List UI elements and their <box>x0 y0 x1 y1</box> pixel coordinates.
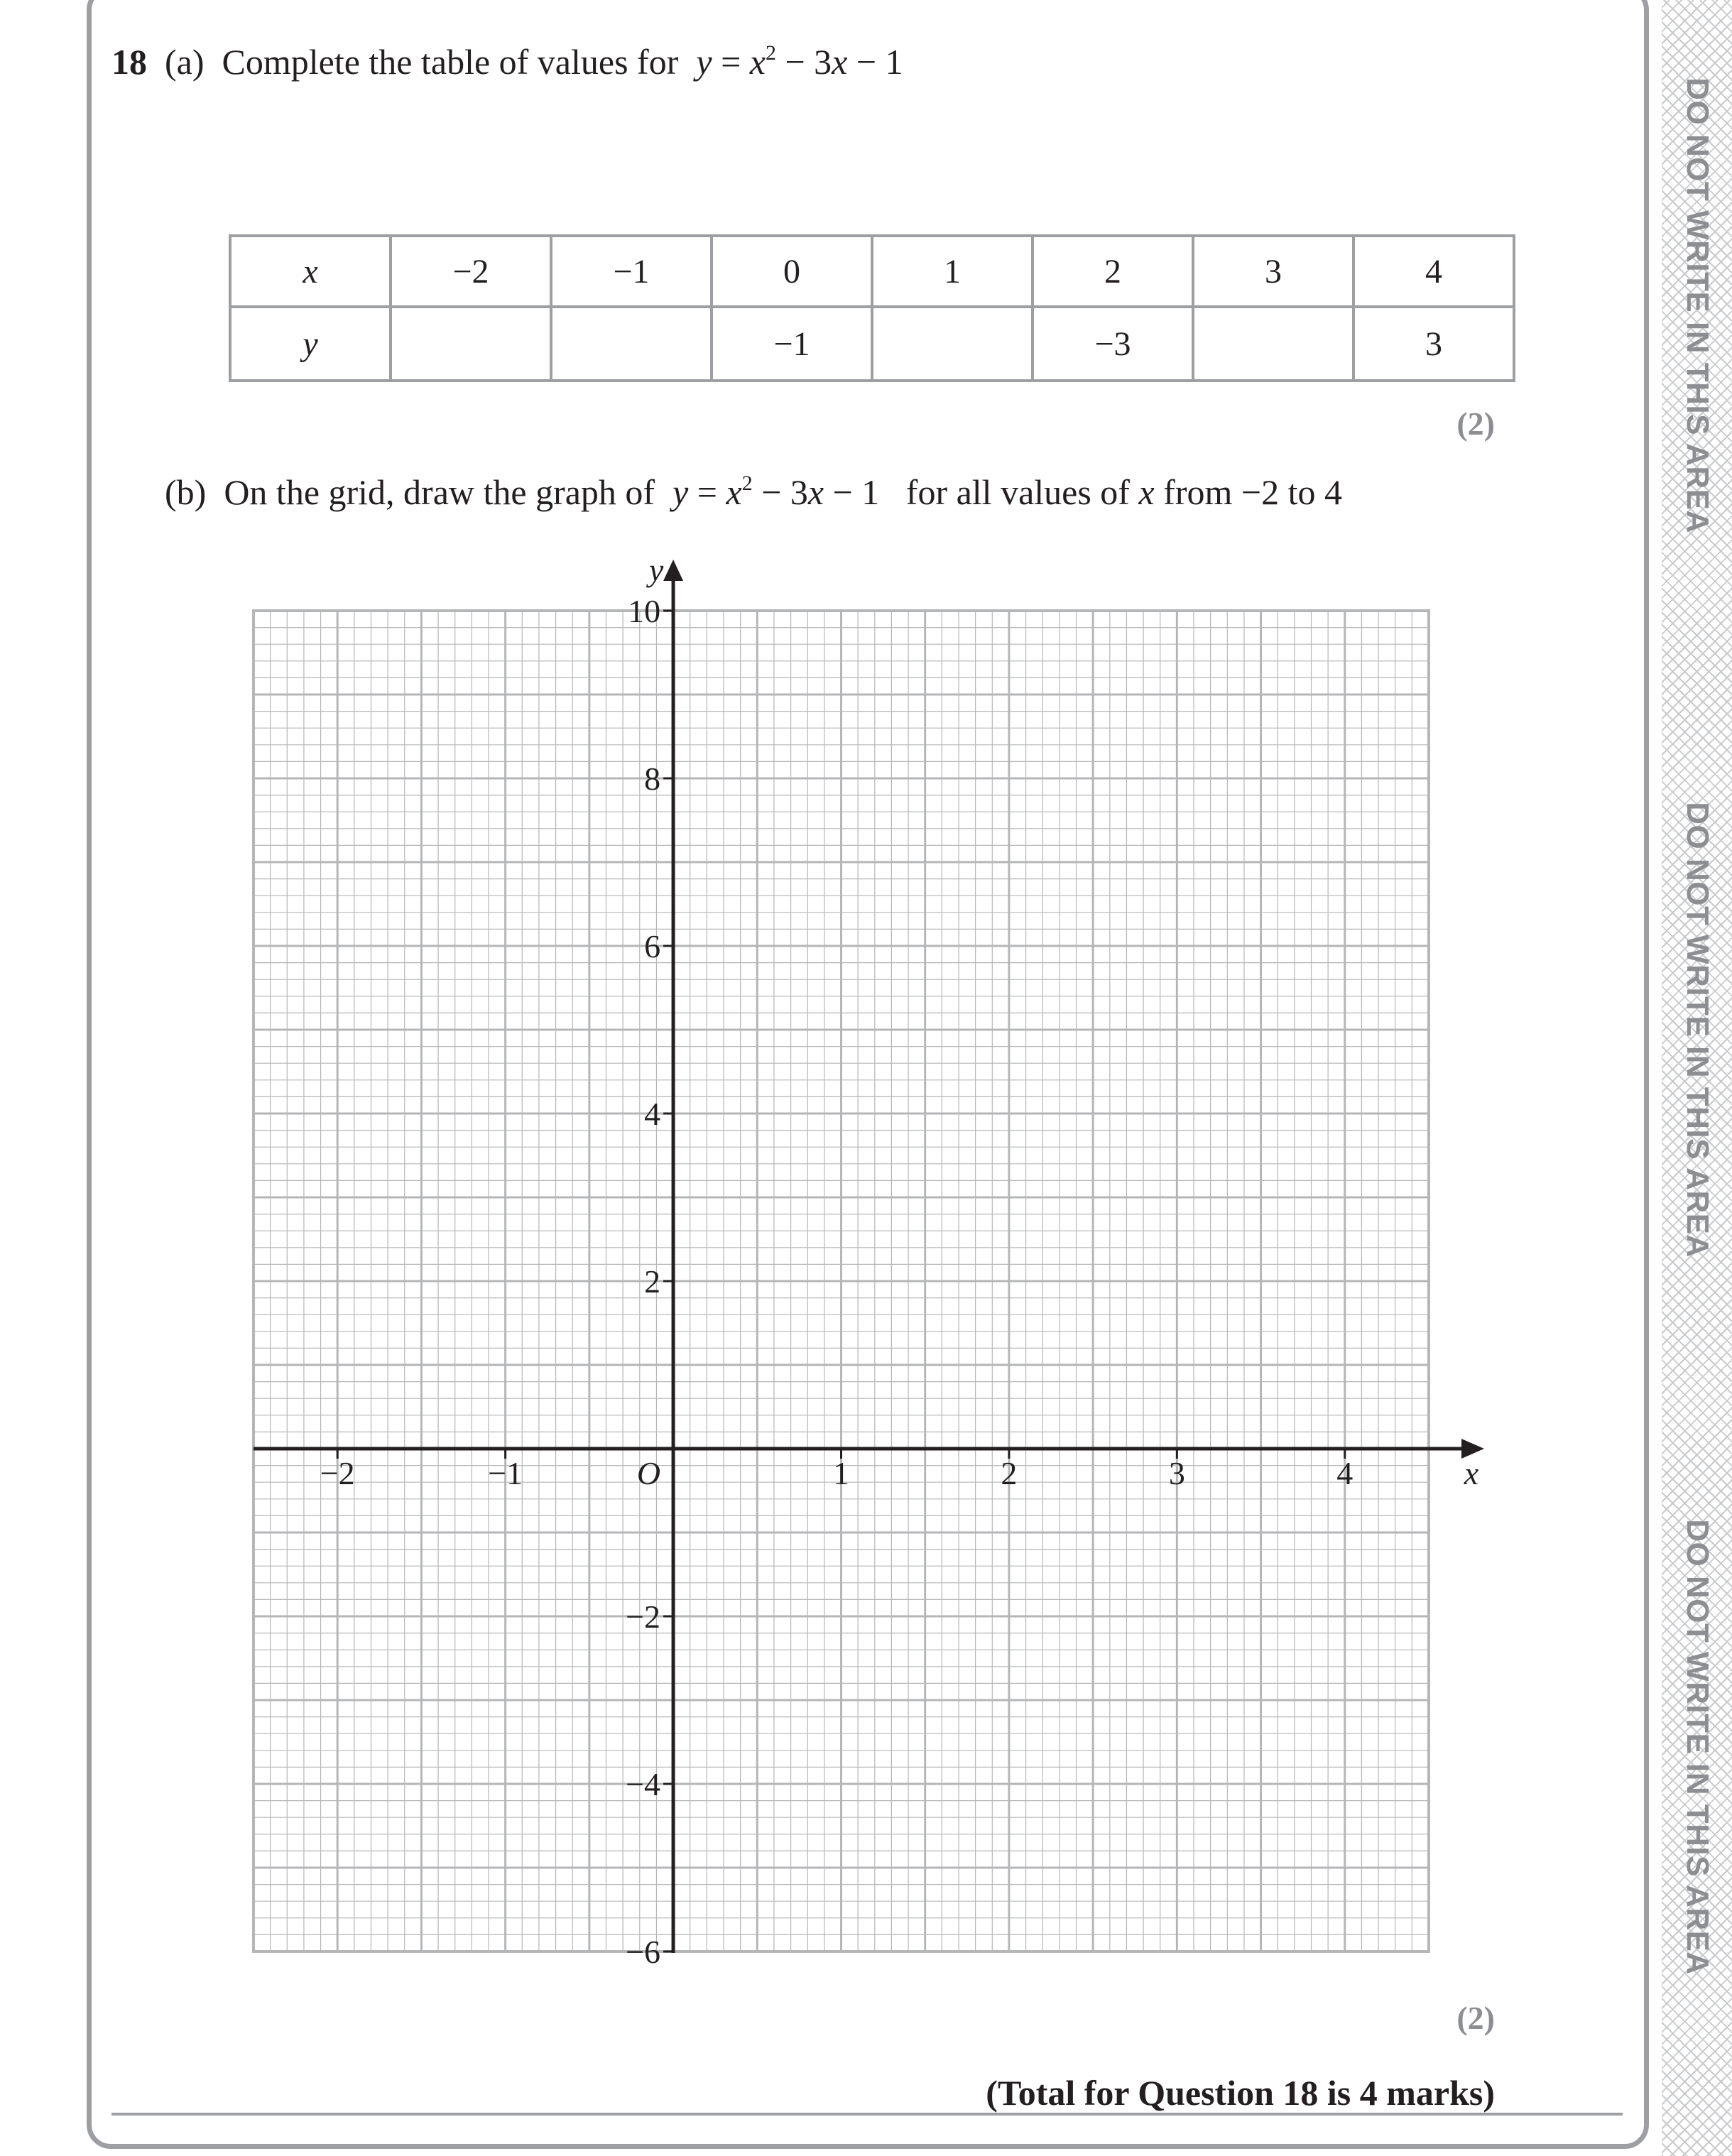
y-tick-label: 4 <box>644 1096 661 1132</box>
x-axis-label: x <box>1464 1455 1479 1491</box>
y-tick-label: −4 <box>626 1766 661 1802</box>
bottom-rule <box>111 2113 1623 2116</box>
table-cell: −1 <box>712 307 872 381</box>
part-b-label: (b) <box>165 472 207 512</box>
part-b-tail: for all values of x from −2 to 4 <box>905 472 1342 512</box>
table-cell: 2 <box>1033 236 1193 307</box>
do-not-write-text: DO NOT WRITE IN THIS AREA <box>1679 802 1715 1258</box>
x-tick-label: 4 <box>1336 1455 1354 1491</box>
table-cell: −1 <box>551 236 712 307</box>
y-tick-label: −6 <box>626 1934 661 1970</box>
part-b-equation: $y = x^2 - 3x - 1$ <box>672 472 880 512</box>
table-cell: 4 <box>1354 236 1514 307</box>
y-tick-label: 8 <box>644 761 661 797</box>
x-tick-label: 2 <box>1001 1455 1018 1491</box>
y-tick-label: 10 <box>628 593 661 629</box>
table-cell: 1 <box>872 236 1033 307</box>
x-tick-label: −2 <box>320 1455 355 1491</box>
part-a-label: (a) <box>165 42 205 82</box>
table-header-x: x <box>230 236 391 307</box>
table-cell: −3 <box>1033 307 1193 381</box>
do-not-write-text: DO NOT WRITE IN THIS AREA <box>1679 77 1715 533</box>
part-b-marks: (2) <box>1456 2000 1495 2036</box>
y-tick-label: −2 <box>626 1599 661 1635</box>
x-tick-label: 3 <box>1168 1455 1185 1491</box>
x-tick-label: 1 <box>833 1455 849 1491</box>
table-cell: 3 <box>1193 236 1354 307</box>
do-not-write-text: DO NOT WRITE IN THIS AREA <box>1679 1519 1715 1975</box>
table-cell: 3 <box>1354 307 1514 381</box>
part-b-text: On the grid, draw the graph of <box>224 472 655 512</box>
part-a-text: Complete the table of values for <box>222 42 679 82</box>
part-a-marks: (2) <box>1456 405 1495 442</box>
part-a-equation: $y = x^2 - 3x - 1$ <box>696 41 903 82</box>
y-axis-arrow-icon <box>663 560 683 581</box>
table-cell: −2 <box>391 236 551 307</box>
question-number: 18 <box>111 42 147 82</box>
origin-label: O <box>636 1455 661 1491</box>
y-axis-label: y <box>648 552 664 588</box>
y-tick-label: 2 <box>644 1263 661 1300</box>
table-header-y: y <box>230 307 391 381</box>
x-tick-label: −1 <box>488 1455 523 1491</box>
table-cell: 0 <box>712 236 872 307</box>
question-total: (Total for Question 18 is 4 marks) <box>986 2073 1495 2113</box>
y-tick-label: 6 <box>644 928 661 964</box>
